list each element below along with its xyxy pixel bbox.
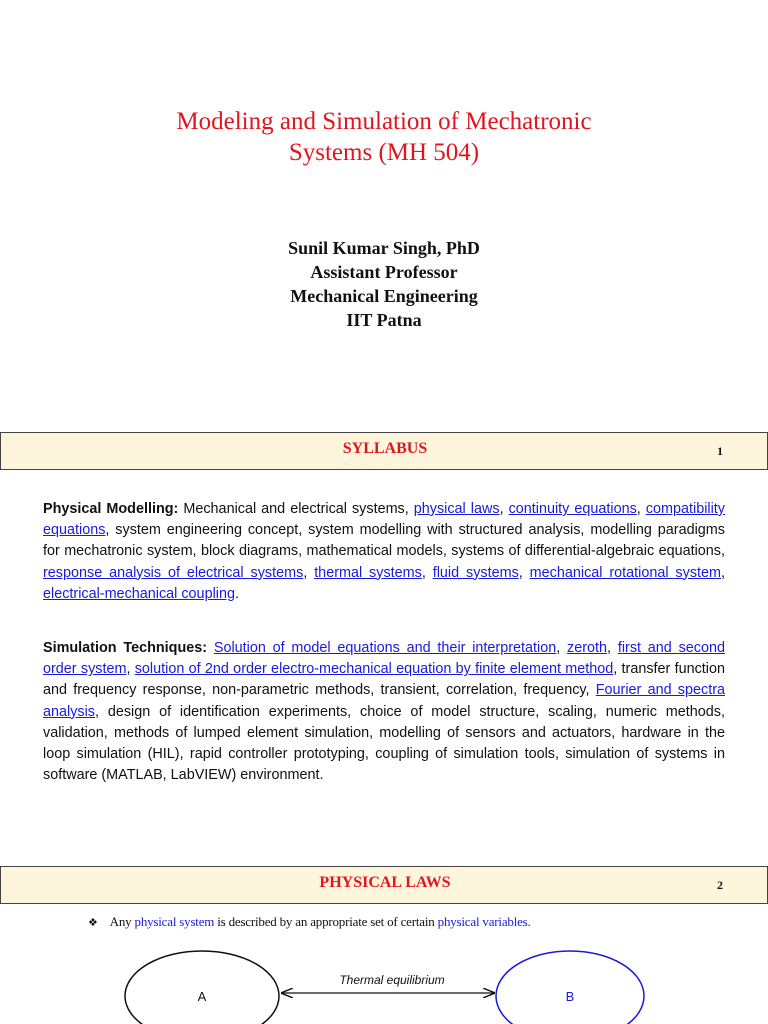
text-span: , system engineering concept, system modelling with structured analysis, modelling paradigms for mechatronic system, block diagrams, mathematical models, systems of differential-algebraic equations,	[43, 522, 725, 560]
system-a-label: A	[197, 989, 207, 1004]
author-block	[0, 236, 768, 332]
syllabus-header-title: SYLLABUS	[342, 440, 428, 457]
text-span: ,	[499, 501, 509, 517]
syllabus-header-bar	[0, 432, 768, 470]
text-span: ,	[421, 564, 433, 581]
system-b-ellipse	[496, 951, 644, 1024]
text-span: Mechanical and electrical systems,	[178, 501, 414, 517]
author-institute: IIT Patna	[346, 310, 422, 330]
physical-laws-header-bar	[0, 866, 768, 904]
text-span: ,	[518, 564, 530, 581]
link-zeroth[interactable]: zeroth	[567, 640, 608, 656]
text-span: ,	[721, 564, 726, 581]
link-first-second-order-system[interactable]: first and second order system	[43, 640, 726, 678]
text-span: ,	[303, 564, 315, 581]
diamond-bullet-icon: ❖	[88, 917, 98, 929]
author-name: Sunil Kumar Singh, PhD	[288, 238, 480, 258]
text-span: ,	[636, 501, 646, 517]
physical-modelling-label: Physical Modelling:	[43, 501, 179, 517]
text-span: Any	[109, 914, 135, 929]
physical-modelling-paragraph	[43, 499, 725, 605]
link-mechanical-rotational-system[interactable]: mechanical rotational system	[529, 564, 722, 581]
link-response-analysis-electrical[interactable]: response analysis of electrical systems	[43, 564, 304, 581]
label-colon: :	[202, 640, 214, 656]
course-title	[0, 106, 768, 168]
highlight-physical-system: physical system	[134, 914, 215, 929]
simulation-techniques-paragraph	[43, 638, 725, 786]
link-solution-model-equations[interactable]: Solution of model equations and their interpretation	[213, 640, 557, 656]
physical-laws-header-title: PHYSICAL LAWS	[319, 874, 451, 891]
text-span: ,	[126, 661, 135, 678]
text-span: .	[234, 585, 239, 602]
slide-number: 1	[717, 444, 723, 458]
link-fluid-systems[interactable]: fluid systems	[432, 564, 519, 581]
bullet-item	[88, 914, 531, 930]
thermal-equilibrium-diagram	[0, 940, 768, 1024]
link-finite-element-method[interactable]: solution of 2nd order electro-mechanical equation by finite element method	[134, 661, 614, 678]
link-electrical-mechanical-coupling[interactable]: electrical-mechanical coupling	[43, 585, 235, 602]
link-compatibility-equations[interactable]: compatibility equations	[43, 501, 725, 539]
text-span: , transfer function and frequency response, non-parametric methods, transient, correlation, frequency,	[43, 661, 725, 699]
system-a-ellipse	[125, 951, 279, 1024]
system-b-label: B	[565, 989, 575, 1004]
text-span: , design of identification experiments, choice of model structure, scaling, numeric methods, validation, methods of lumped element simulation, modelling of sensors and actuators, hardware in the loop simulation (HIL), rapid controller prototyping, coupling of simulation tools, simulation of systems in software (MATLAB, LabVIEW) environment.	[43, 703, 725, 784]
thermal-equilibrium-label: Thermal equilibrium	[339, 973, 445, 987]
text-span: ,	[556, 640, 568, 656]
link-thermal-systems[interactable]: thermal systems	[314, 564, 422, 581]
link-fourier-spectra-analysis[interactable]: Fourier and spectra analysis	[43, 682, 725, 720]
author-department: Mechanical Engineering	[290, 286, 478, 306]
course-title-line-2: Systems (MH 504)	[288, 139, 480, 166]
highlight-physical-variables: physical variables.	[437, 914, 531, 929]
simulation-techniques-label: Simulation Techniques	[43, 640, 203, 656]
author-role: Assistant Professor	[310, 262, 458, 282]
link-continuity-equations[interactable]: continuity equations	[508, 501, 637, 517]
slide-number: 2	[717, 878, 723, 892]
text-span: ,	[607, 640, 618, 656]
link-physical-laws[interactable]: physical laws	[413, 501, 500, 517]
text-span: is described by an appropriate set of certain	[214, 914, 438, 929]
course-title-line-1: Modeling and Simulation of Mechatronic	[176, 108, 592, 135]
